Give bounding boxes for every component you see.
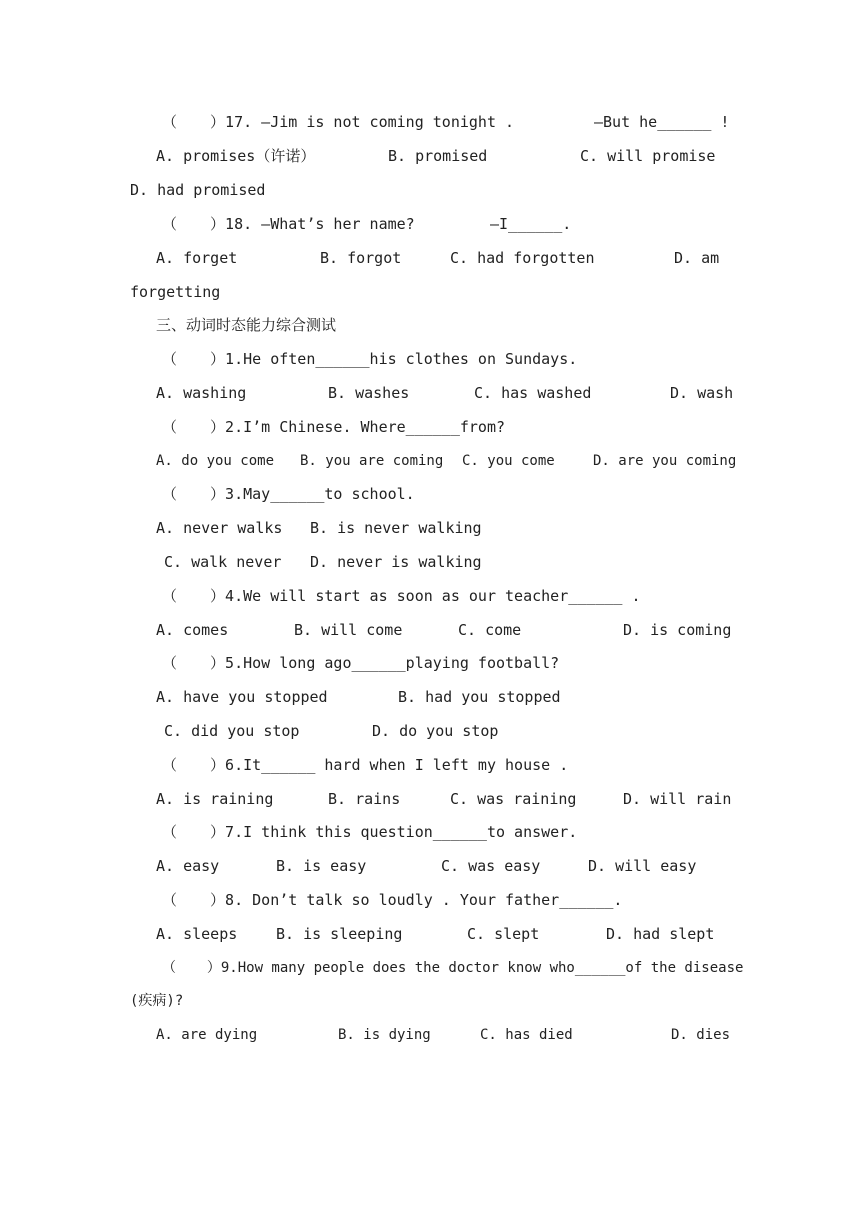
question-3-option-c: C. walk never bbox=[164, 553, 282, 571]
question-2-option-a: A. do you come bbox=[156, 453, 275, 469]
question-8-option-a: A. sleeps bbox=[156, 925, 238, 943]
question-5-option-b: B. had you stopped bbox=[398, 688, 561, 706]
q18-reply: —I______. bbox=[490, 215, 572, 233]
question-4-option-b: B. will come bbox=[294, 621, 403, 639]
q17-reply: —But he______ ! bbox=[594, 113, 730, 131]
question-4-option-d: D. is coming bbox=[623, 621, 732, 639]
question-7-option-d: D. will easy bbox=[588, 857, 697, 875]
question-2-option-c: C. you come bbox=[462, 453, 555, 469]
question-6-option-c: C. was raining bbox=[450, 790, 577, 808]
question-4-stem: （ ）4.We will start as soon as our teacher______ . bbox=[162, 587, 641, 605]
question-8-option-b: B. is sleeping bbox=[276, 925, 403, 943]
question-8-stem: （ ）8. Don’t talk so loudly . Your father______. bbox=[162, 891, 623, 909]
question-7-option-b: B. is easy bbox=[276, 857, 367, 875]
question-7-option-c: C. was easy bbox=[441, 857, 541, 875]
q17-option-a: A. promises（许诺） bbox=[156, 147, 316, 165]
question-6-option-d: D. will rain bbox=[623, 790, 732, 808]
question-3-stem: （ ）3.May______to school. bbox=[162, 485, 415, 503]
question-9-stem-continued: (疾病)? bbox=[130, 993, 184, 1009]
question-5-option-a: A. have you stopped bbox=[156, 688, 328, 706]
q18-option-c: C. had forgotten bbox=[450, 249, 595, 267]
question-9-option-a: A. are dying bbox=[156, 1027, 258, 1043]
question-9-stem: （ ）9.How many people does the doctor know who______of the disease bbox=[162, 960, 744, 976]
question-5-option-d: D. do you stop bbox=[372, 722, 499, 740]
q18-option-a: A. forget bbox=[156, 249, 238, 267]
question-9-option-b: B. is dying bbox=[338, 1027, 431, 1043]
question-4-option-c: C. come bbox=[458, 621, 522, 639]
question-2-option-d: D. are you coming bbox=[593, 453, 737, 469]
q17-option-c: C. will promise bbox=[580, 147, 716, 165]
question-7-stem: （ ）7.I think this question______to answer. bbox=[162, 823, 578, 841]
question-8-option-c: C. slept bbox=[467, 925, 540, 943]
question-3-option-b: B. is never walking bbox=[310, 519, 482, 537]
question-7-option-a: A. easy bbox=[156, 857, 220, 875]
question-9-option-c: C. has died bbox=[480, 1027, 573, 1043]
question-5-option-c: C. did you stop bbox=[164, 722, 300, 740]
q18-option-b: B. forgot bbox=[320, 249, 402, 267]
question-1-option-a: A. washing bbox=[156, 384, 247, 402]
question-4-option-a: A. comes bbox=[156, 621, 229, 639]
question-2-stem: （ ）2.I’m Chinese. Where______from? bbox=[162, 418, 506, 436]
question-3-option-d: D. never is walking bbox=[310, 553, 482, 571]
question-6-option-b: B. rains bbox=[328, 790, 401, 808]
q18-option-d: D. am bbox=[674, 249, 720, 267]
question-9-option-d: D. dies bbox=[671, 1027, 731, 1043]
q17-option-d: D. had promised bbox=[130, 181, 266, 199]
question-6-stem: （ ）6.It______ hard when I left my house . bbox=[162, 756, 569, 774]
section-heading: 三、动词时态能力综合测试 bbox=[156, 316, 337, 334]
q18-stem: （ ）18. —What’s her name? bbox=[162, 215, 415, 233]
q18-option-d-continued: forgetting bbox=[130, 283, 221, 301]
question-1-option-b: B. washes bbox=[328, 384, 410, 402]
question-1-option-d: D. wash bbox=[670, 384, 734, 402]
question-1-stem: （ ）1.He often______his clothes on Sundays. bbox=[162, 350, 578, 368]
question-6-option-a: A. is raining bbox=[156, 790, 274, 808]
question-3-option-a: A. never walks bbox=[156, 519, 283, 537]
question-8-option-d: D. had slept bbox=[606, 925, 715, 943]
question-5-stem: （ ）5.How long ago______playing football? bbox=[162, 654, 560, 672]
q17-option-b: B. promised bbox=[388, 147, 488, 165]
question-1-option-c: C. has washed bbox=[474, 384, 592, 402]
question-2-option-b: B. you are coming bbox=[300, 453, 444, 469]
q17-stem: （ ）17. —Jim is not coming tonight . bbox=[162, 113, 515, 131]
